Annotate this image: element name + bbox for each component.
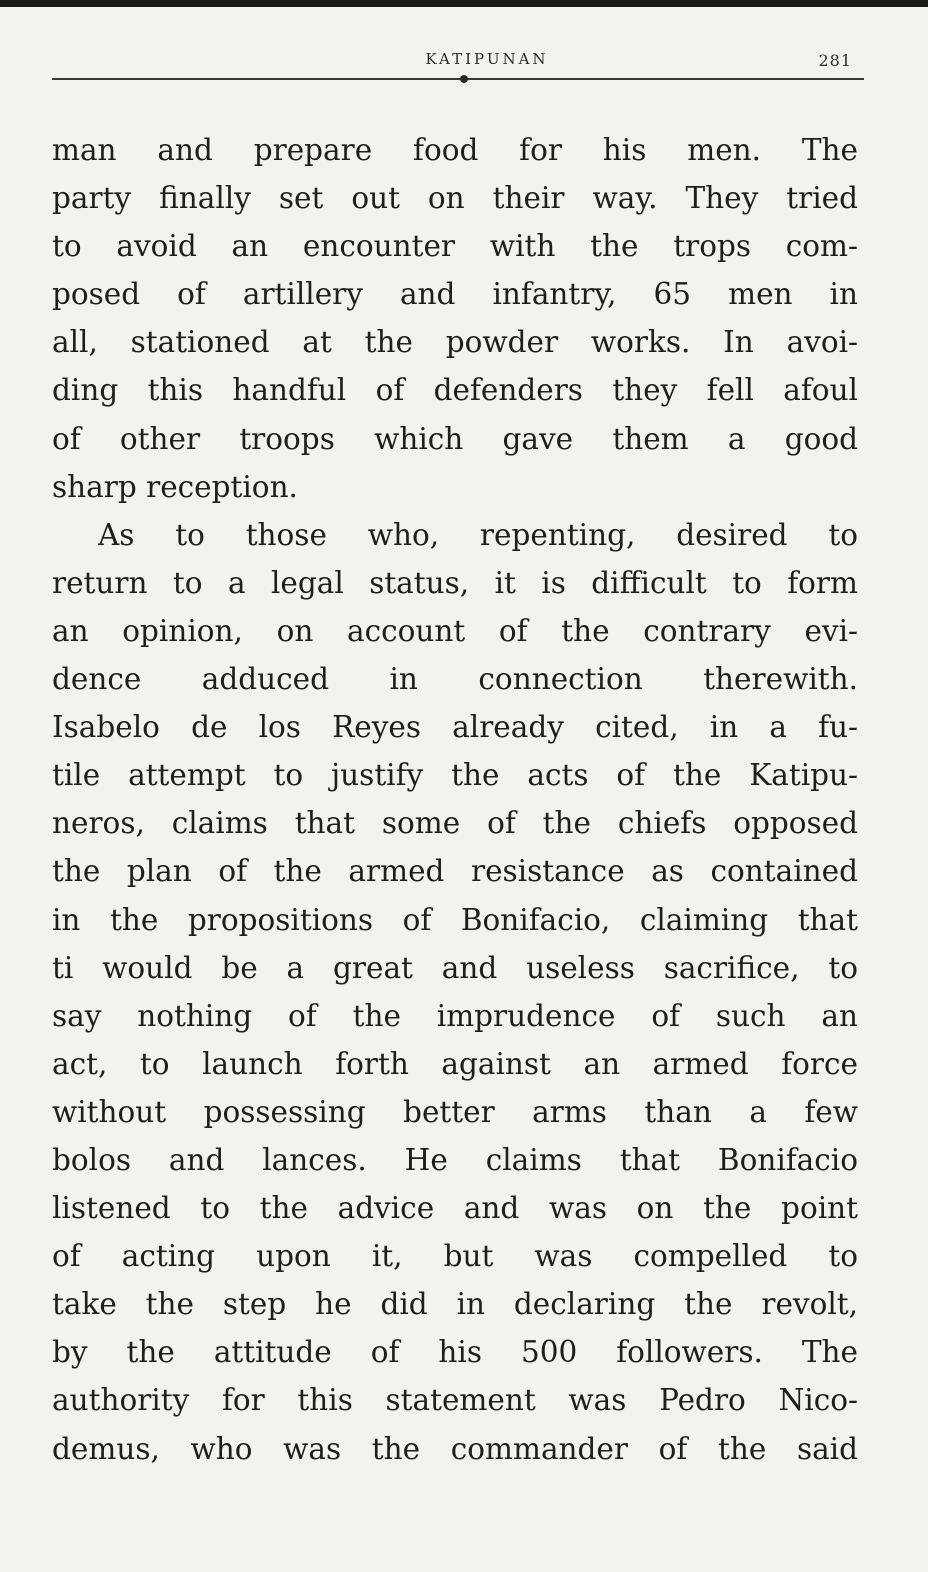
text-line: to avoid an encounter with the trops com-: [52, 229, 858, 264]
text-line: authority for this statement was Pedro Nico-: [52, 1383, 858, 1418]
text-line: sharp reception.: [52, 469, 298, 504]
running-title: KATIPUNAN: [425, 50, 549, 68]
text-line: of acting upon it, but was compelled to: [52, 1239, 858, 1274]
text-line: return to a legal status, it is difficult to form: [52, 565, 858, 600]
text-line: bolos and lances. He claims that Bonifacio: [52, 1142, 858, 1177]
text-line: the plan of the armed resistance as contained: [52, 854, 858, 889]
text-line: by the attitude of his 500 followers. The: [52, 1335, 858, 1370]
text-line: say nothing of the imprudence of such an: [52, 998, 858, 1033]
text-line: demus, who was the commander of the said: [52, 1431, 858, 1466]
text-line: in the propositions of Bonifacio, claiming that: [52, 902, 858, 937]
text-line: man and prepare food for his men. The: [52, 133, 858, 167]
text-line: ding this handful of defenders they fell afoul: [52, 373, 858, 408]
page-number: 281: [818, 51, 852, 70]
text-line: of other troops which gave them a good: [52, 421, 858, 456]
text-line: Isabelo de los Reyes already cited, in a fu-: [52, 710, 858, 745]
text-line: take the step he did in declaring the revolt,: [52, 1287, 858, 1322]
body-text: [52, 126, 858, 1473]
top-edge-rule: [0, 0, 928, 7]
text-line: neros, claims that some of the chiefs opposed: [52, 806, 858, 841]
text-line: dence adduced in connection therewith.: [52, 662, 858, 697]
text-line: listened to the advice and was on the point: [52, 1191, 858, 1226]
text-line: without possessing better arms than a few: [52, 1094, 858, 1129]
text-line: ti would be a great and useless sacrifice, to: [52, 950, 858, 985]
text-line: all, stationed at the powder works. In avoi-: [52, 325, 858, 360]
text-line: act, to launch forth against an armed force: [52, 1046, 858, 1081]
header-rule: [52, 78, 864, 80]
text-line: party finally set out on their way. They tried: [52, 181, 858, 216]
page-header: [52, 48, 864, 90]
text-line: posed of artillery and infantry, 65 men in: [52, 277, 858, 312]
header-rule-ornament: [460, 75, 468, 83]
text-line: an opinion, on account of the contrary evi-: [52, 613, 858, 648]
text-line: As to those who, repenting, desired to: [98, 517, 858, 552]
text-line: tile attempt to justify the acts of the Katipu-: [52, 758, 858, 793]
